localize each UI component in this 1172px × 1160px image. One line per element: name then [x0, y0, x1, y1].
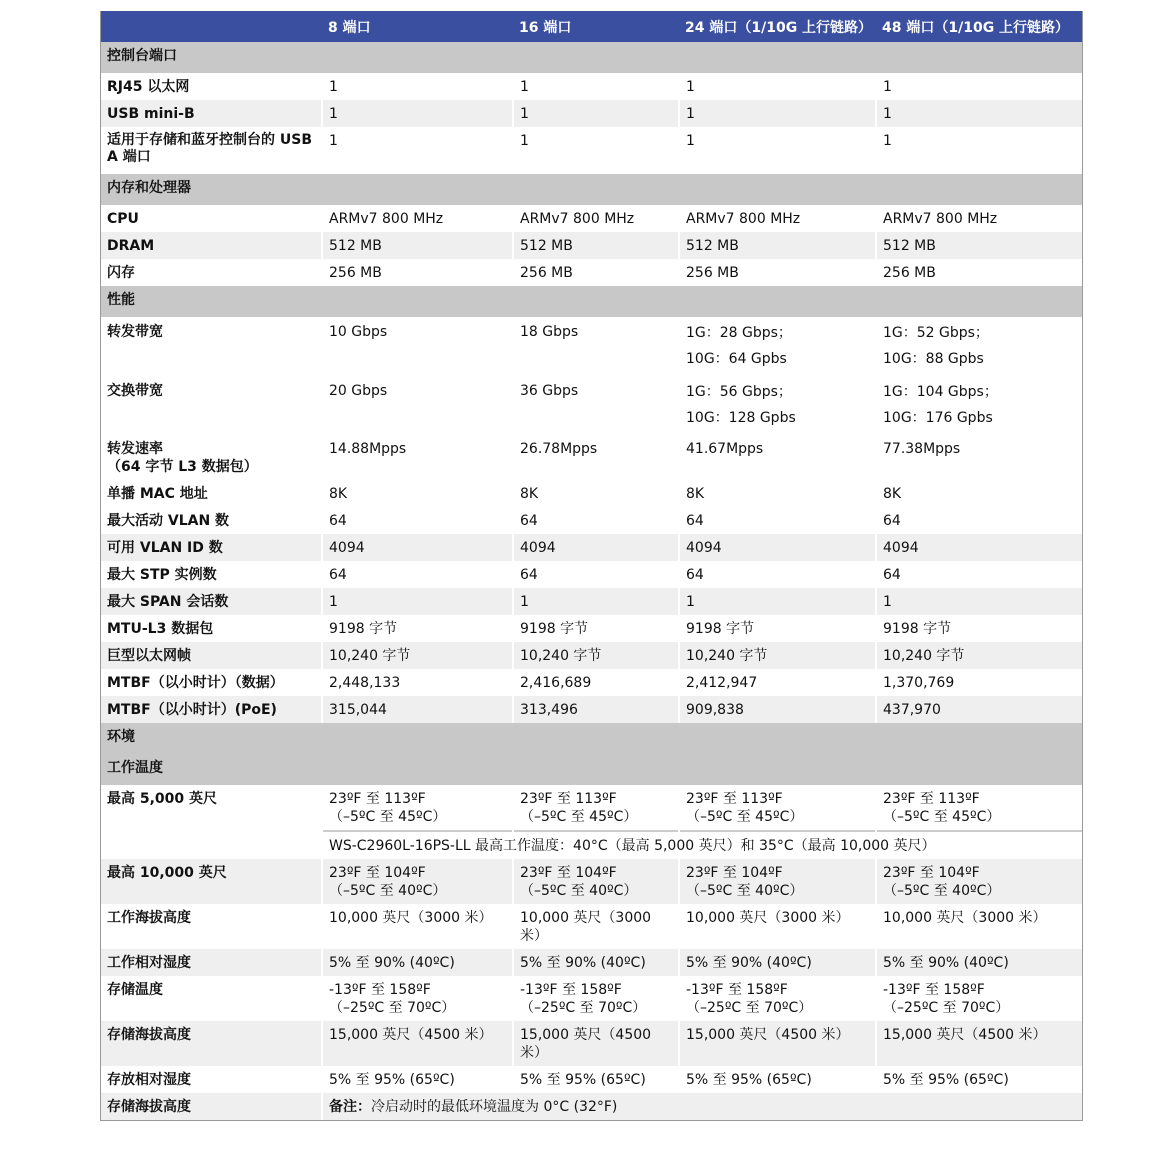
header-16-port: 16 端口 — [513, 11, 679, 42]
cell-line: 23ºF 至 104ºF — [883, 865, 980, 881]
row-label: DRAM — [101, 232, 322, 259]
cell: 10,000 英尺（3000 米） — [513, 904, 679, 949]
cell: 1 — [876, 127, 1082, 174]
spec-table-container — [100, 11, 1083, 1121]
cell: 64 — [513, 507, 679, 534]
footnote-bold: 备注： — [329, 1099, 371, 1115]
cell: 1 — [513, 127, 679, 174]
row-label: 可用 VLAN ID 数 — [101, 534, 322, 561]
cell: 5% 至 95% (65ºC) — [679, 1066, 876, 1093]
table-row — [101, 642, 1082, 669]
cell: 1 — [322, 100, 513, 127]
cell: 8K — [679, 480, 876, 507]
table-row — [101, 976, 1082, 1021]
section-console — [101, 42, 1082, 73]
cell-line: （–25ºC 至 70ºC） — [686, 1000, 813, 1016]
cell: 15,000 英尺（4500 米） — [876, 1021, 1082, 1066]
cell: 1 — [679, 127, 876, 174]
row-label: MTBF（以小时计）（数据） — [101, 669, 322, 696]
section-performance — [101, 286, 1082, 317]
spec-table — [101, 11, 1082, 1120]
cell: 315,044 — [322, 696, 513, 723]
row-label: 闪存 — [101, 259, 322, 286]
cell: ARMv7 800 MHz — [513, 205, 679, 232]
cell-line: 23ºF 至 104ºF — [329, 865, 426, 881]
cell: 1 — [322, 588, 513, 615]
cell: 26.78Mpps — [513, 435, 679, 480]
cell-line: （–5ºC 至 40ºC） — [883, 883, 1001, 899]
cell: 2,412,947 — [679, 669, 876, 696]
temp-note-cell: WS-C2960L-16PS-LL 最高工作温度：40°C（最高 5,000 英尺）和 35°C（最高 10,000 英尺） — [322, 831, 1082, 859]
row-label: 存储海拔高度 — [101, 1093, 322, 1120]
cell-line: 10G：176 Gpbs — [883, 410, 993, 426]
cell: 15,000 英尺（4500 米） — [513, 1021, 679, 1066]
cell: 5% 至 90% (40ºC) — [679, 949, 876, 976]
table-row — [101, 588, 1082, 615]
section-environment — [101, 723, 1082, 754]
cell: 15,000 英尺（4500 米） — [679, 1021, 876, 1066]
footnote-cell — [322, 1093, 1082, 1120]
cell: 10,240 字节 — [513, 642, 679, 669]
cell — [513, 859, 679, 904]
cell — [876, 317, 1082, 376]
cell: 4094 — [513, 534, 679, 561]
cell: 512 MB — [679, 232, 876, 259]
cell — [322, 785, 513, 831]
cell: 9198 字节 — [876, 615, 1082, 642]
cell: 41.67Mpps — [679, 435, 876, 480]
table-row — [101, 205, 1082, 232]
cell: 1 — [322, 127, 513, 174]
cell-line: 10G：64 Gpbs — [686, 351, 787, 367]
cell: 2,448,133 — [322, 669, 513, 696]
cell: 512 MB — [513, 232, 679, 259]
table-row — [101, 1093, 1082, 1120]
table-row — [101, 480, 1082, 507]
cell: 8K — [876, 480, 1082, 507]
row-label: MTU-L3 数据包 — [101, 615, 322, 642]
cell-line: （–5ºC 至 45ºC） — [686, 809, 804, 825]
cell-line: 23ºF 至 113ºF — [520, 791, 617, 807]
header-empty — [101, 11, 322, 42]
cell: 1,370,769 — [876, 669, 1082, 696]
cell — [679, 859, 876, 904]
cell: 1 — [679, 588, 876, 615]
table-row — [101, 949, 1082, 976]
table-row — [101, 100, 1082, 127]
cell: 64 — [679, 507, 876, 534]
header-48-port: 48 端口（1/10G 上行链路） — [876, 11, 1082, 42]
cell: 4094 — [322, 534, 513, 561]
row-label-line: 转发速率 — [107, 441, 163, 457]
table-row — [101, 317, 1082, 376]
footnote-text: 冷启动时的最低环境温度为 0°C (32°F) — [371, 1099, 618, 1115]
table-row — [101, 696, 1082, 723]
row-label: 工作海拔高度 — [101, 904, 322, 949]
cell: 1 — [876, 73, 1082, 100]
cell: ARMv7 800 MHz — [322, 205, 513, 232]
cell: 1 — [322, 73, 513, 100]
cell: 8K — [513, 480, 679, 507]
cell-line: 1G：56 Gbps； — [686, 384, 792, 400]
row-label: 转发带宽 — [101, 317, 322, 376]
cell: 2,416,689 — [513, 669, 679, 696]
cell-line: -13ºF 至 158ºF — [686, 982, 788, 998]
cell-line: （–5ºC 至 45ºC） — [883, 809, 1001, 825]
cell: 64 — [876, 507, 1082, 534]
row-label: 最大 STP 实例数 — [101, 561, 322, 588]
cell-line: （–5ºC 至 40ºC） — [520, 883, 638, 899]
cell: 64 — [679, 561, 876, 588]
cell-line: （–5ºC 至 40ºC） — [686, 883, 804, 899]
cell — [679, 976, 876, 1021]
cell — [876, 785, 1082, 831]
cell: 4094 — [679, 534, 876, 561]
table-row — [101, 561, 1082, 588]
cell: 64 — [876, 561, 1082, 588]
cell: 10,240 字节 — [876, 642, 1082, 669]
cell-line: （–25ºC 至 70ºC） — [520, 1000, 647, 1016]
cell-line: 23ºF 至 113ºF — [686, 791, 783, 807]
section-title: 环境 — [101, 723, 1082, 754]
cell-line: 10 Gbps — [329, 324, 388, 340]
cell: 4094 — [876, 534, 1082, 561]
cell: 512 MB — [876, 232, 1082, 259]
row-label: 存储海拔高度 — [101, 1021, 322, 1066]
cell-line: （–5ºC 至 40ºC） — [329, 883, 447, 899]
cell — [876, 376, 1082, 435]
row-label-line: （64 字节 L3 数据包） — [107, 459, 258, 475]
cell: 64 — [513, 561, 679, 588]
row-label: 最高 5,000 英尺 — [101, 785, 322, 859]
cell: 64 — [322, 561, 513, 588]
row-label: CPU — [101, 205, 322, 232]
row-label: 最大 SPAN 会话数 — [101, 588, 322, 615]
cell-line: （–5ºC 至 45ºC） — [520, 809, 638, 825]
cell-line: 36 Gbps — [520, 383, 579, 399]
section-title: 性能 — [101, 286, 1082, 317]
cell-line: -13ºF 至 158ºF — [329, 982, 431, 998]
cell: 9198 字节 — [513, 615, 679, 642]
cell-line: （–25ºC 至 70ºC） — [329, 1000, 456, 1016]
cell: 256 MB — [876, 259, 1082, 286]
cell: 5% 至 90% (40ºC) — [513, 949, 679, 976]
cell — [876, 859, 1082, 904]
cell: 5% 至 90% (40ºC) — [876, 949, 1082, 976]
cell-line: 23ºF 至 104ºF — [686, 865, 783, 881]
row-label: 工作相对湿度 — [101, 949, 322, 976]
cell-line: 23ºF 至 113ºF — [329, 791, 426, 807]
cell: 1 — [679, 100, 876, 127]
section-memory — [101, 174, 1082, 205]
cell: 10,000 英尺（3000 米） — [679, 904, 876, 949]
cell: 1 — [513, 100, 679, 127]
cell-line: 20 Gbps — [329, 383, 388, 399]
table-row — [101, 534, 1082, 561]
cell: 256 MB — [513, 259, 679, 286]
cell — [513, 785, 679, 831]
table-row — [101, 785, 1082, 831]
cell: 1 — [513, 588, 679, 615]
table-row — [101, 259, 1082, 286]
cell: 10,000 英尺（3000 米） — [876, 904, 1082, 949]
cell-line: 18 Gbps — [520, 324, 579, 340]
cell-line: （–25ºC 至 70ºC） — [883, 1000, 1010, 1016]
table-row — [101, 376, 1082, 435]
row-label: 最大活动 VLAN 数 — [101, 507, 322, 534]
cell-line: 1G：52 Gbps； — [883, 325, 989, 341]
cell: 5% 至 90% (40ºC) — [322, 949, 513, 976]
cell — [322, 376, 513, 435]
row-label: 交换带宽 — [101, 376, 322, 435]
table-row — [101, 507, 1082, 534]
row-label: MTBF（以小时计）(PoE) — [101, 696, 322, 723]
cell: ARMv7 800 MHz — [876, 205, 1082, 232]
cell — [876, 976, 1082, 1021]
cell: 5% 至 95% (65ºC) — [513, 1066, 679, 1093]
cell: 909,838 — [679, 696, 876, 723]
cell: 1 — [679, 73, 876, 100]
cell: 10,240 字节 — [679, 642, 876, 669]
cell: 437,970 — [876, 696, 1082, 723]
cell: 10,000 英尺（3000 米） — [322, 904, 513, 949]
cell-line: -13ºF 至 158ºF — [883, 982, 985, 998]
section-title: 控制台端口 — [101, 42, 1082, 73]
header-8-port: 8 端口 — [322, 11, 513, 42]
cell-line: 1G：104 Gbps； — [883, 384, 998, 400]
table-row — [101, 232, 1082, 259]
cell — [513, 317, 679, 376]
table-row — [101, 73, 1082, 100]
cell: 256 MB — [322, 259, 513, 286]
cell: 8K — [322, 480, 513, 507]
cell: 5% 至 95% (65ºC) — [322, 1066, 513, 1093]
table-row — [101, 615, 1082, 642]
cell: ARMv7 800 MHz — [679, 205, 876, 232]
table-row — [101, 1066, 1082, 1093]
row-label: 最高 10,000 英尺 — [101, 859, 322, 904]
row-label: USB mini-B — [101, 100, 322, 127]
row-label: 存放相对湿度 — [101, 1066, 322, 1093]
cell — [513, 976, 679, 1021]
row-label: 适用于存储和蓝牙控制台的 USB A 端口 — [101, 127, 322, 174]
section-title: 工作温度 — [101, 754, 1082, 785]
cell: 10,240 字节 — [322, 642, 513, 669]
row-label: 存储温度 — [101, 976, 322, 1021]
cell — [679, 376, 876, 435]
cell-line: （–5ºC 至 45ºC） — [329, 809, 447, 825]
cell: 14.88Mpps — [322, 435, 513, 480]
table-row — [101, 859, 1082, 904]
row-label: 巨型以太网帧 — [101, 642, 322, 669]
table-row — [101, 127, 1082, 174]
cell: 256 MB — [679, 259, 876, 286]
section-title: 内存和处理器 — [101, 174, 1082, 205]
cell-line: 10G：88 Gpbs — [883, 351, 984, 367]
table-row — [101, 435, 1082, 480]
cell — [322, 317, 513, 376]
cell: 64 — [322, 507, 513, 534]
cell-line: 23ºF 至 104ºF — [520, 865, 617, 881]
cell-line: 1G：28 Gbps； — [686, 325, 792, 341]
cell: 77.38Mpps — [876, 435, 1082, 480]
cell: 9198 字节 — [679, 615, 876, 642]
table-row — [101, 904, 1082, 949]
cell: 1 — [876, 588, 1082, 615]
row-label: 单播 MAC 地址 — [101, 480, 322, 507]
cell: 313,496 — [513, 696, 679, 723]
table-row — [101, 1021, 1082, 1066]
row-label: RJ45 以太网 — [101, 73, 322, 100]
cell: 512 MB — [322, 232, 513, 259]
cell — [513, 376, 679, 435]
table-row — [101, 669, 1082, 696]
header-row — [101, 11, 1082, 42]
cell — [679, 317, 876, 376]
section-operating-temp — [101, 754, 1082, 785]
cell — [679, 785, 876, 831]
cell: 5% 至 95% (65ºC) — [876, 1066, 1082, 1093]
cell — [322, 859, 513, 904]
cell-line: 10G：128 Gpbs — [686, 410, 796, 426]
cell: 9198 字节 — [322, 615, 513, 642]
cell: 1 — [513, 73, 679, 100]
cell-line: -13ºF 至 158ºF — [520, 982, 622, 998]
cell: 1 — [876, 100, 1082, 127]
row-label — [101, 435, 322, 480]
header-24-port: 24 端口（1/10G 上行链路） — [679, 11, 876, 42]
cell — [322, 976, 513, 1021]
cell: 15,000 英尺（4500 米） — [322, 1021, 513, 1066]
cell-line: 23ºF 至 113ºF — [883, 791, 980, 807]
